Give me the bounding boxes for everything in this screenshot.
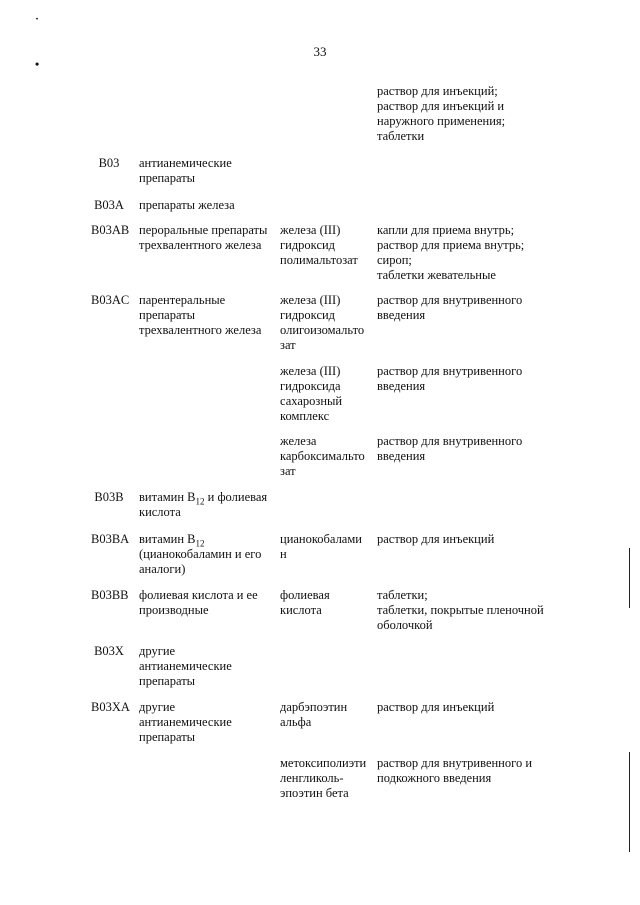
inn-name: железа (III) гидроксид полимальтозат	[280, 223, 358, 267]
atc-name: препараты железа	[139, 198, 235, 212]
intro-dosage-form: раствор для инъекций; раствор для инъекций и наружного применения; таблетки	[377, 84, 506, 143]
atc-name-subscript: 12	[195, 538, 205, 549]
atc-name	[139, 490, 279, 520]
atc-code: B03XA	[91, 700, 130, 714]
dosage-form: раствор для инъекций	[377, 700, 495, 714]
atc-name: другие антианемические препараты	[139, 644, 232, 688]
atc-name: фолиевая кислота и ее производные	[139, 588, 258, 617]
inn-name: фолиевая кислота	[280, 588, 330, 617]
inn-name: дарбэпоэтин альфа	[280, 700, 348, 729]
dosage-form: раствор для внутривенного введения	[377, 434, 523, 463]
dosage-form: раствор для внутривенного и подкожного введения	[377, 756, 533, 785]
dosage-form: раствор для внутривенного введения	[377, 364, 523, 393]
atc-name-text: витамин B	[139, 490, 196, 504]
scan-edge	[629, 752, 630, 852]
atc-name: антианемические препараты	[139, 156, 232, 185]
dosage-form: капли для приема внутрь; раствор для приема внутрь; сироп; таблетки жевательные	[377, 223, 525, 282]
margin-mark: ˙	[35, 15, 39, 29]
atc-name-subscript: 12	[195, 496, 205, 507]
inn-name: железа (III) гидроксида сахарозный комплекс	[280, 364, 343, 423]
atc-code: B03	[98, 156, 120, 170]
dosage-form: раствор для внутривенного введения	[377, 293, 523, 322]
atc-name-text: (цианокобаламин и его аналоги)	[139, 547, 262, 576]
dosage-form: раствор для инъекций	[377, 532, 495, 546]
atc-code: B03AB	[91, 223, 130, 237]
inn-name: метоксиполиэти ленгликоль- эпоэтин бета	[280, 756, 367, 800]
atc-name: парентеральные препараты трехвалентного железа	[139, 293, 262, 337]
atc-code: B03BB	[91, 588, 129, 602]
atc-code: B03BA	[91, 532, 130, 546]
atc-code: B03A	[94, 198, 124, 212]
inn-name: цианокобалами н	[280, 532, 362, 561]
margin-mark: •	[35, 57, 40, 71]
scan-edge	[629, 548, 630, 608]
inn-name: железа карбоксимальто зат	[280, 434, 365, 478]
inn-name: железа (III) гидроксид олигоизомальто зат	[280, 293, 365, 352]
atc-name: пероральные препараты трехвалентного железа	[139, 223, 268, 252]
page-number: 33	[313, 44, 327, 59]
atc-code: B03B	[94, 490, 124, 504]
atc-code: B03AC	[91, 293, 130, 307]
dosage-form: таблетки; таблетки, покрытые пленочной оболочкой	[377, 588, 544, 632]
atc-name-text: витамин B	[139, 532, 196, 546]
atc-code: B03X	[94, 644, 124, 658]
atc-name: другие антианемические препараты	[139, 700, 232, 744]
atc-name	[139, 532, 279, 577]
atc-name-text: и фолиевая кислота	[139, 490, 268, 519]
